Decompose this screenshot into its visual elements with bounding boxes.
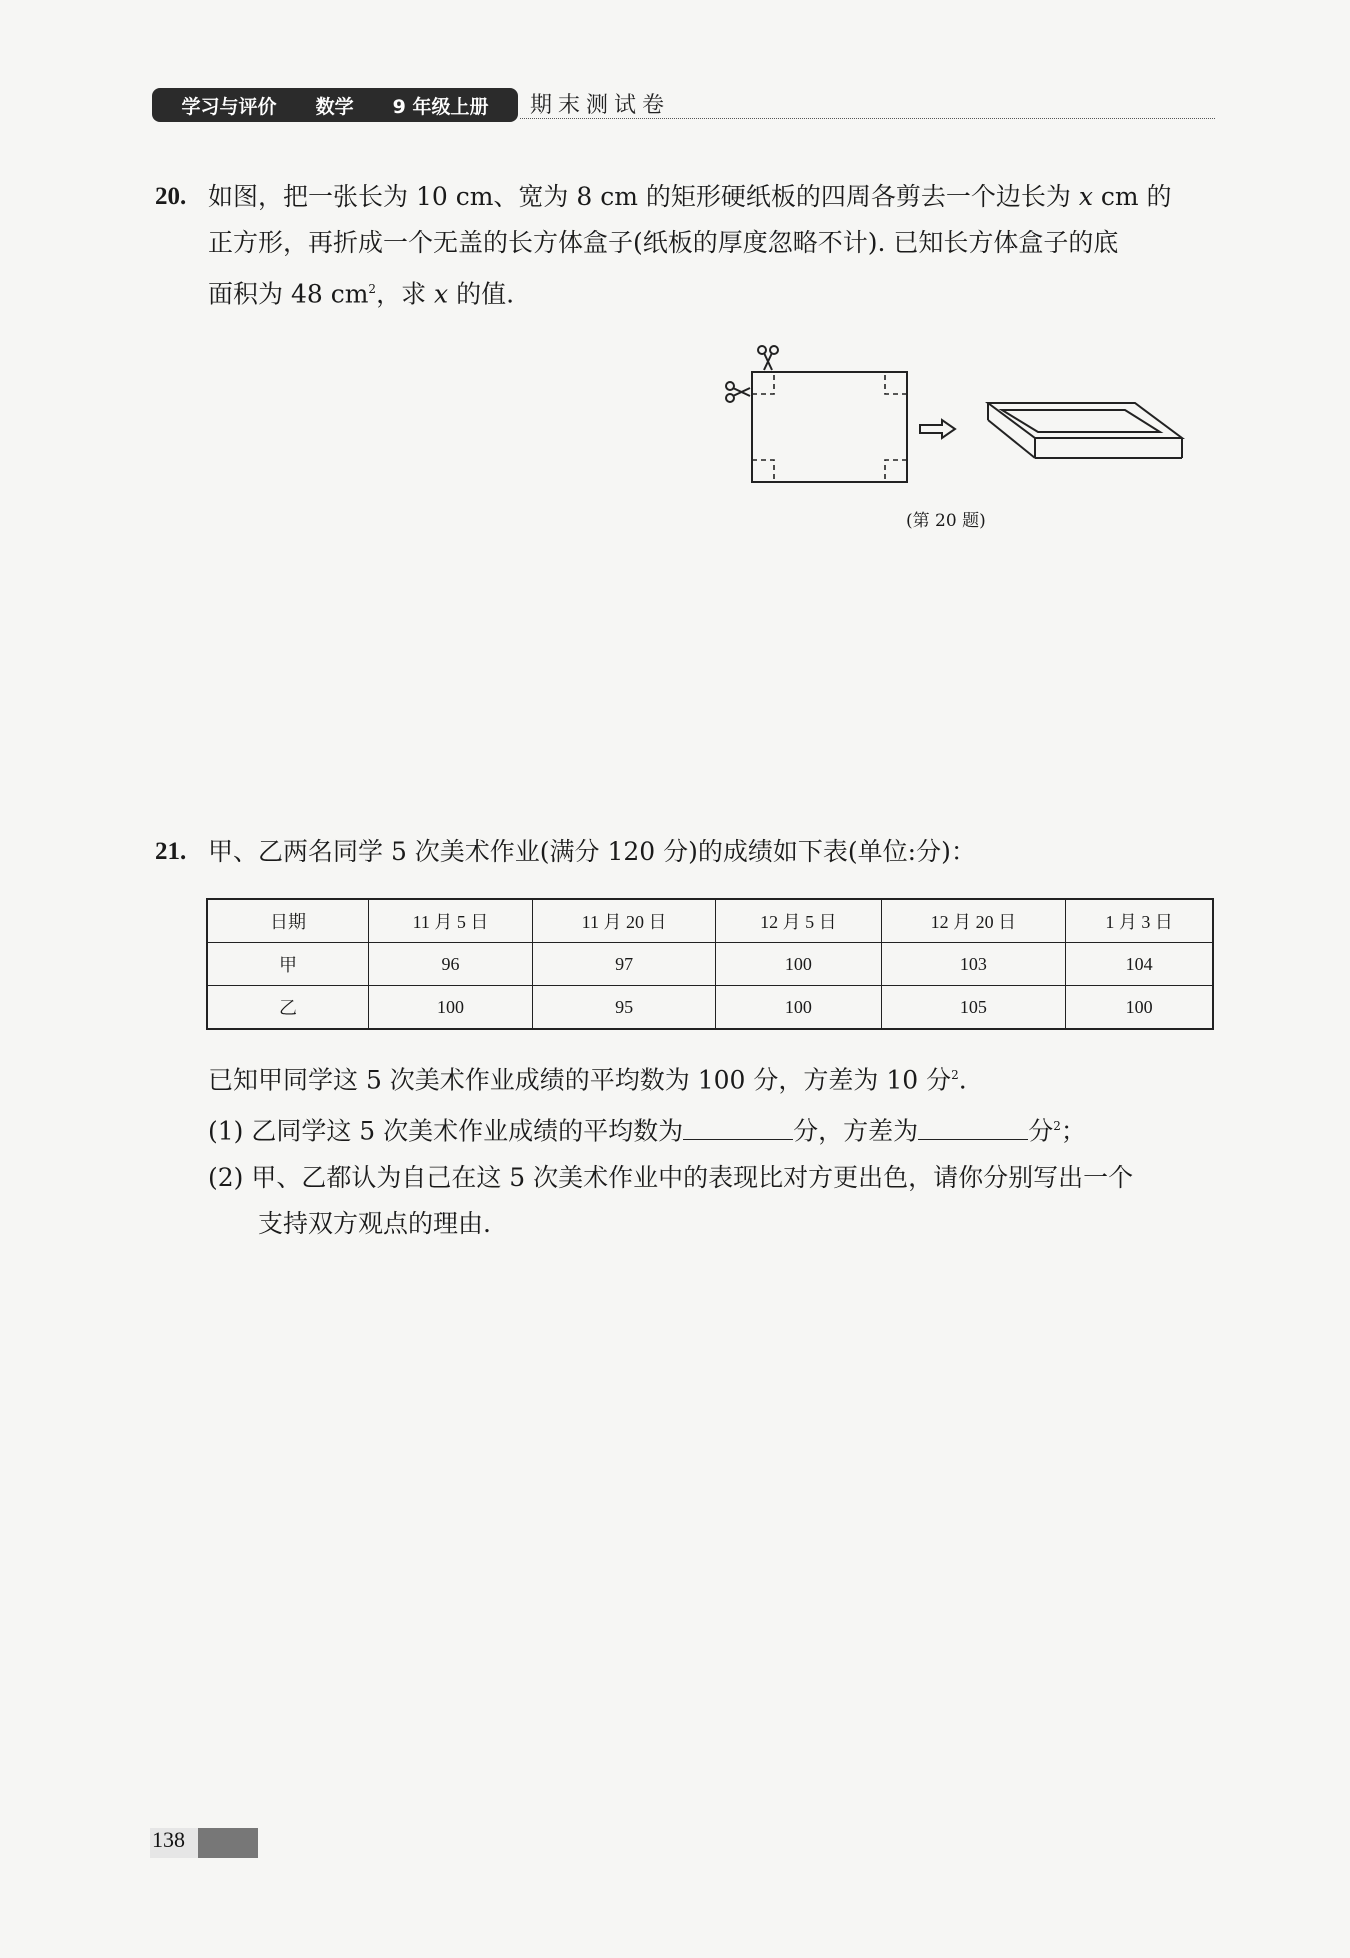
table-header-cell: 11 月 5 日 [369, 899, 533, 943]
table-cell: 105 [881, 986, 1066, 1030]
table-cell: 100 [1066, 986, 1213, 1030]
table-cell: 103 [881, 943, 1066, 986]
question-21-body [208, 1052, 1218, 1247]
variance-answer-blank[interactable] [918, 1115, 1028, 1140]
q20-line3-var: x [434, 279, 449, 309]
q21-part1-text-c: 分 [1028, 1116, 1054, 1146]
q20-line3-sup: 2 [368, 282, 377, 296]
q21-part2-line1: (2) 甲、乙都认为自己在这 5 次美术作业中的表现比对方更出色，请你分别写出一个 [208, 1162, 1134, 1192]
header-divider [520, 118, 1215, 119]
table-header-row [207, 899, 1213, 943]
q21-given [208, 1052, 1218, 1103]
q21-given-end: . [958, 1065, 967, 1095]
cardboard-rectangle [752, 372, 907, 482]
table-cell: 甲 [207, 943, 369, 986]
table-header-cell: 1 月 3 日 [1066, 899, 1213, 943]
mean-answer-blank[interactable] [683, 1115, 793, 1140]
table-row [207, 986, 1213, 1030]
subject-label: 数学 [315, 95, 354, 118]
q21-part1 [208, 1103, 1218, 1154]
table-cell: 100 [716, 943, 881, 986]
table-cell: 乙 [207, 986, 369, 1030]
table-cell: 95 [533, 986, 716, 1030]
q21-given-sup: 2 [951, 1068, 959, 1082]
arrow-right-icon [920, 420, 955, 438]
open-box-icon [988, 403, 1182, 458]
table-header-cell: 11 月 20 日 [533, 899, 716, 943]
q21-part1-sup: 2 [1053, 1119, 1061, 1134]
table-cell: 104 [1066, 943, 1213, 986]
table-cell: 100 [716, 986, 881, 1030]
question-21-number: 21. [155, 838, 187, 865]
book-title: 学习与评价 [181, 95, 277, 118]
grade-label: 9 年级上册 [392, 95, 489, 118]
question-20-number: 20. [155, 183, 187, 210]
q20-line3-a: 面积为 48 cm [208, 279, 369, 309]
page-number: 138 [152, 1827, 185, 1852]
question-21-intro: 甲、乙两名同学 5 次美术作业(满分 120 分)的成绩如下表(单位:分)： [208, 837, 976, 866]
scissors-icon [726, 382, 750, 402]
q20-line3-b: ，求 [376, 279, 435, 309]
figure-caption: (第 20 题) [906, 511, 986, 531]
scissors-icon [758, 346, 778, 370]
scores-table [206, 898, 1214, 1030]
table-row [207, 943, 1213, 986]
question-20-text [208, 174, 1218, 317]
table-cell: 96 [369, 943, 533, 986]
q21-part1-text-b: 分，方差为 [793, 1116, 919, 1146]
q21-given-text: 已知甲同学这 5 次美术作业成绩的平均数为 100 分，方差为 10 分 [208, 1065, 952, 1095]
table-header-cell: 12 月 5 日 [716, 899, 881, 943]
table-header-cell: 日期 [207, 899, 369, 943]
table-cell: 97 [533, 943, 716, 986]
q21-part2-line2: 支持双方观点的理由. [258, 1208, 491, 1238]
q21-part1-text-a: (1) 乙同学这 5 次美术作业成绩的平均数为 [208, 1116, 684, 1146]
book-header-label [152, 88, 518, 122]
q20-figure [720, 340, 1200, 490]
q21-part1-end: ； [1060, 1116, 1086, 1146]
q20-line3-c: 的值. [448, 279, 515, 309]
table-cell: 100 [369, 986, 533, 1030]
corner-cut-marks [752, 372, 907, 482]
table-header-cell: 12 月 20 日 [881, 899, 1066, 943]
q20-line1-end: cm 的 [1092, 182, 1172, 211]
q20-line2: 正方形，再折成一个无盖的长方体盒子(纸板的厚度忽略不计). 已知长方体盒子的底 [208, 228, 1119, 257]
q20-var-x: x [1078, 182, 1093, 211]
section-title: 期末测试卷 [530, 93, 671, 118]
q20-line1: 如图，把一张长为 10 cm、宽为 8 cm 的矩形硬纸板的四周各剪去一个边长为 [208, 182, 1079, 211]
